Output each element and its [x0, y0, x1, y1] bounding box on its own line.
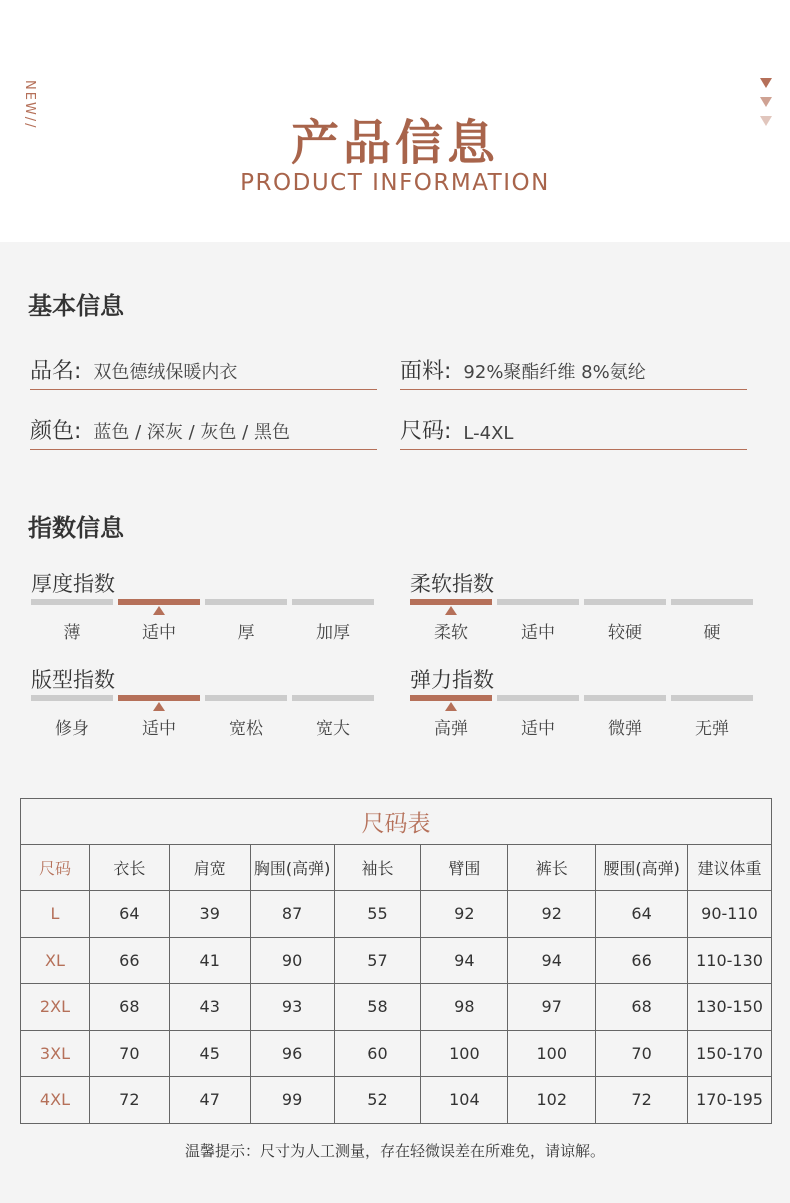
index-segment-selected: [410, 599, 492, 605]
index-segment: [205, 695, 287, 701]
table-cell: 93: [250, 984, 334, 1031]
index-option: 宽大: [316, 719, 350, 739]
size-label-cell: 4XL: [21, 1077, 90, 1124]
index-group-fit: [31, 664, 379, 754]
info-value: 92%聚酯纤维 8%氨纶: [463, 362, 646, 383]
table-cell: 100: [508, 1030, 596, 1077]
index-info-title: 指数信息: [28, 514, 124, 542]
index-segment: [584, 599, 666, 605]
index-segment: [292, 599, 374, 605]
triangle-down-icon: [760, 78, 772, 88]
info-row-fabric: [400, 350, 747, 390]
index-options: [410, 618, 758, 643]
table-header-cell: 尺码: [21, 845, 90, 891]
size-table: [20, 798, 772, 1124]
table-header-row: [21, 845, 772, 891]
table-cell: 66: [596, 937, 688, 984]
index-label: 厚度指数: [31, 572, 115, 596]
index-option: 硬: [703, 623, 721, 643]
table-cell: 97: [508, 984, 596, 1031]
index-segment: [584, 695, 666, 701]
index-label: 版型指数: [31, 668, 115, 692]
table-cell: 110-130: [688, 937, 772, 984]
table-cell: 72: [89, 1077, 169, 1124]
index-segment: [31, 599, 113, 605]
table-row: [21, 1077, 772, 1124]
index-option: 厚: [237, 623, 255, 643]
index-scale: [410, 599, 758, 605]
index-segment: [205, 599, 287, 605]
info-key: 颜色:: [30, 419, 82, 444]
table-cell: 90-110: [688, 891, 772, 938]
table-header-cell: 袖长: [334, 845, 421, 891]
index-option: 修身: [55, 719, 89, 739]
index-segment: [671, 599, 753, 605]
index-group-elasticity: [410, 664, 758, 754]
index-label: 弹力指数: [410, 668, 494, 692]
table-cell: 43: [169, 984, 250, 1031]
index-option: 适中: [142, 719, 176, 739]
table-cell: 64: [89, 891, 169, 938]
index-segment-selected: [118, 695, 200, 701]
info-value: 蓝色 / 深灰 / 灰色 / 黑色: [93, 422, 290, 443]
table-cell: 170-195: [688, 1077, 772, 1124]
size-table-title: 尺码表: [21, 799, 772, 845]
table-row: [21, 937, 772, 984]
size-label-cell: XL: [21, 937, 90, 984]
info-key: 品名:: [30, 359, 82, 384]
table-header-cell: 臂围: [421, 845, 508, 891]
info-row-name: [30, 350, 377, 390]
table-header-cell: 腰围(高弹): [596, 845, 688, 891]
table-cell: 150-170: [688, 1030, 772, 1077]
info-value: 双色德绒保暖内衣: [93, 362, 238, 383]
table-cell: 90: [250, 937, 334, 984]
info-key: 尺码:: [400, 419, 452, 444]
table-row: [21, 1030, 772, 1077]
table-header-cell: 胸围(高弹): [250, 845, 334, 891]
footer-note: 温馨提示：尺寸为人工测量，存在轻微误差在所难免，请谅解。: [184, 1142, 605, 1160]
table-cell: 72: [596, 1077, 688, 1124]
table-header-cell: 建议体重: [688, 845, 772, 891]
size-label-cell: 2XL: [21, 984, 90, 1031]
info-row-size: [400, 410, 747, 450]
basic-info-title: 基本信息: [28, 292, 124, 320]
table-cell: 60: [334, 1030, 421, 1077]
index-option: 适中: [521, 719, 555, 739]
table-cell: 130-150: [688, 984, 772, 1031]
page-subtitle: PRODUCT INFORMATION: [240, 170, 550, 196]
table-cell: 45: [169, 1030, 250, 1077]
index-scale: [31, 695, 379, 701]
index-group-softness: [410, 568, 758, 658]
table-cell: 57: [334, 937, 421, 984]
header-banner: [0, 0, 790, 242]
index-option: 薄: [63, 623, 81, 643]
index-option: 宽松: [229, 719, 263, 739]
table-cell: 64: [596, 891, 688, 938]
table-cell: 94: [508, 937, 596, 984]
index-options: [31, 714, 379, 739]
index-segment: [497, 599, 579, 605]
index-scale: [410, 695, 758, 701]
index-option: 适中: [142, 623, 176, 643]
table-cell: 70: [596, 1030, 688, 1077]
index-segment: [31, 695, 113, 701]
index-options: [31, 618, 379, 643]
index-option: 柔软: [434, 623, 468, 643]
table-header-cell: 衣长: [89, 845, 169, 891]
index-segment-selected: [410, 695, 492, 701]
info-value: L-4XL: [463, 423, 514, 444]
table-cell: 100: [421, 1030, 508, 1077]
index-option: 较硬: [608, 623, 642, 643]
size-label-cell: L: [21, 891, 90, 938]
index-group-thickness: [31, 568, 379, 658]
table-cell: 104: [421, 1077, 508, 1124]
table-cell: 47: [169, 1077, 250, 1124]
table-cell: 66: [89, 937, 169, 984]
index-scale: [31, 599, 379, 605]
index-option: 微弹: [608, 719, 642, 739]
index-option: 无弹: [695, 719, 729, 739]
table-row: [21, 984, 772, 1031]
table-cell: 87: [250, 891, 334, 938]
content-area: [0, 242, 790, 1203]
table-cell: 52: [334, 1077, 421, 1124]
table-cell: 92: [421, 891, 508, 938]
table-cell: 94: [421, 937, 508, 984]
table-cell: 68: [89, 984, 169, 1031]
table-cell: 68: [596, 984, 688, 1031]
index-option: 高弹: [434, 719, 468, 739]
index-option: 适中: [521, 623, 555, 643]
table-cell: 98: [421, 984, 508, 1031]
index-label: 柔软指数: [410, 572, 494, 596]
table-cell: 96: [250, 1030, 334, 1077]
info-row-color: [30, 410, 377, 450]
index-segment-selected: [118, 599, 200, 605]
index-segment: [497, 695, 579, 701]
new-tag: NEW//: [22, 80, 37, 130]
index-option: 加厚: [316, 623, 350, 643]
table-cell: 102: [508, 1077, 596, 1124]
table-header-cell: 裤长: [508, 845, 596, 891]
table-cell: 99: [250, 1077, 334, 1124]
index-segment: [292, 695, 374, 701]
table-header-cell: 肩宽: [169, 845, 250, 891]
size-label-cell: 3XL: [21, 1030, 90, 1077]
table-cell: 39: [169, 891, 250, 938]
table-cell: 58: [334, 984, 421, 1031]
table-cell: 70: [89, 1030, 169, 1077]
index-segment: [671, 695, 753, 701]
index-options: [410, 714, 758, 739]
page-title: 产品信息: [290, 115, 499, 171]
table-cell: 92: [508, 891, 596, 938]
table-cell: 41: [169, 937, 250, 984]
info-key: 面料:: [400, 359, 452, 384]
table-row: [21, 891, 772, 938]
table-cell: 55: [334, 891, 421, 938]
